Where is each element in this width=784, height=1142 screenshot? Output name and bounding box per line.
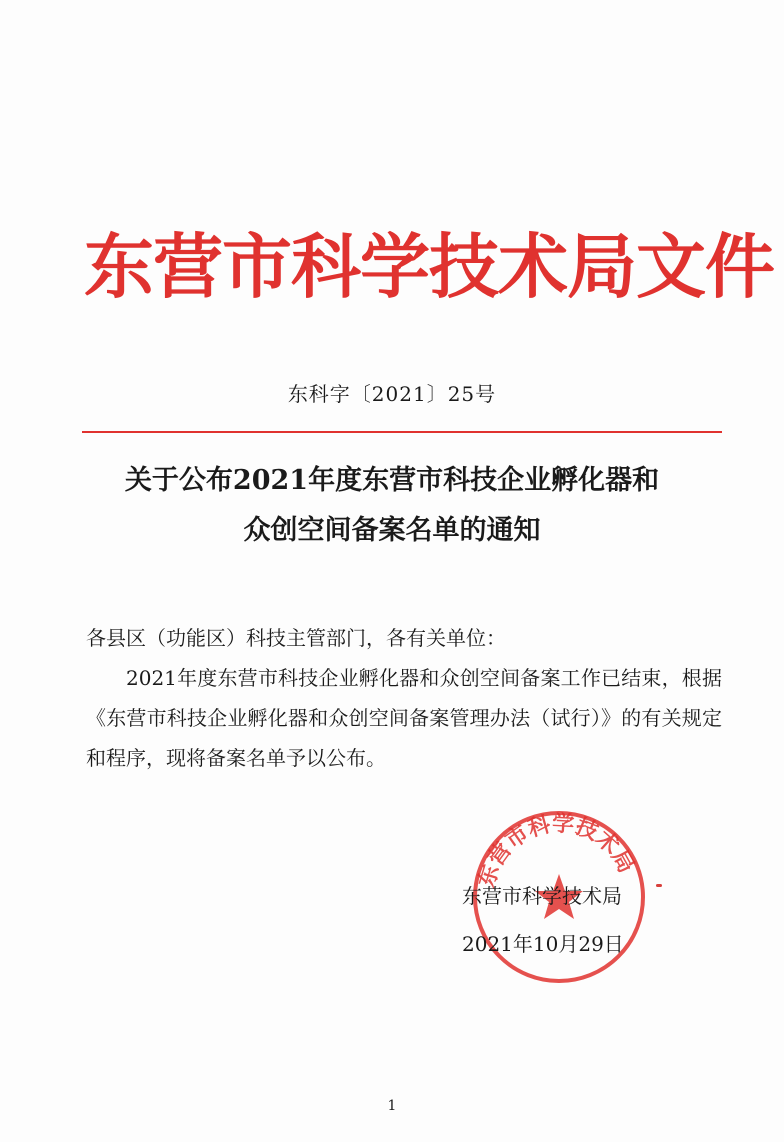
document-body — [86, 618, 722, 778]
page-number: 1 — [387, 1098, 397, 1114]
issue-date: 2021年10月29日 — [462, 932, 624, 956]
salutation: 各县区（功能区）科技主管部门，各有关单位： — [86, 626, 506, 650]
issuer-name: 东营市科学技术局 — [462, 884, 622, 908]
seal-text: 东营市科学技术局 — [474, 811, 639, 891]
masthead-title: 东营市科学技术局文件 — [84, 226, 774, 308]
ink-mark — [656, 884, 662, 887]
document-number: 东科字〔2021〕25号 — [287, 382, 497, 406]
signature-block — [462, 872, 662, 968]
body-paragraph: 2021年度东营市科技企业孵化器和众创空间备案工作已结束，根据《东营市科技企业孵化器和众创空间备案管理办法（试行）》的有关规定和程序，现将备案名单予以公布。 — [86, 666, 722, 770]
red-divider-line — [82, 431, 722, 433]
document-title-line-2: 众创空间备案名单的通知 — [243, 515, 541, 546]
document-title-line-1: 关于公布2021年度东营市科技企业孵化器和 — [124, 465, 660, 496]
document-title — [60, 456, 724, 556]
